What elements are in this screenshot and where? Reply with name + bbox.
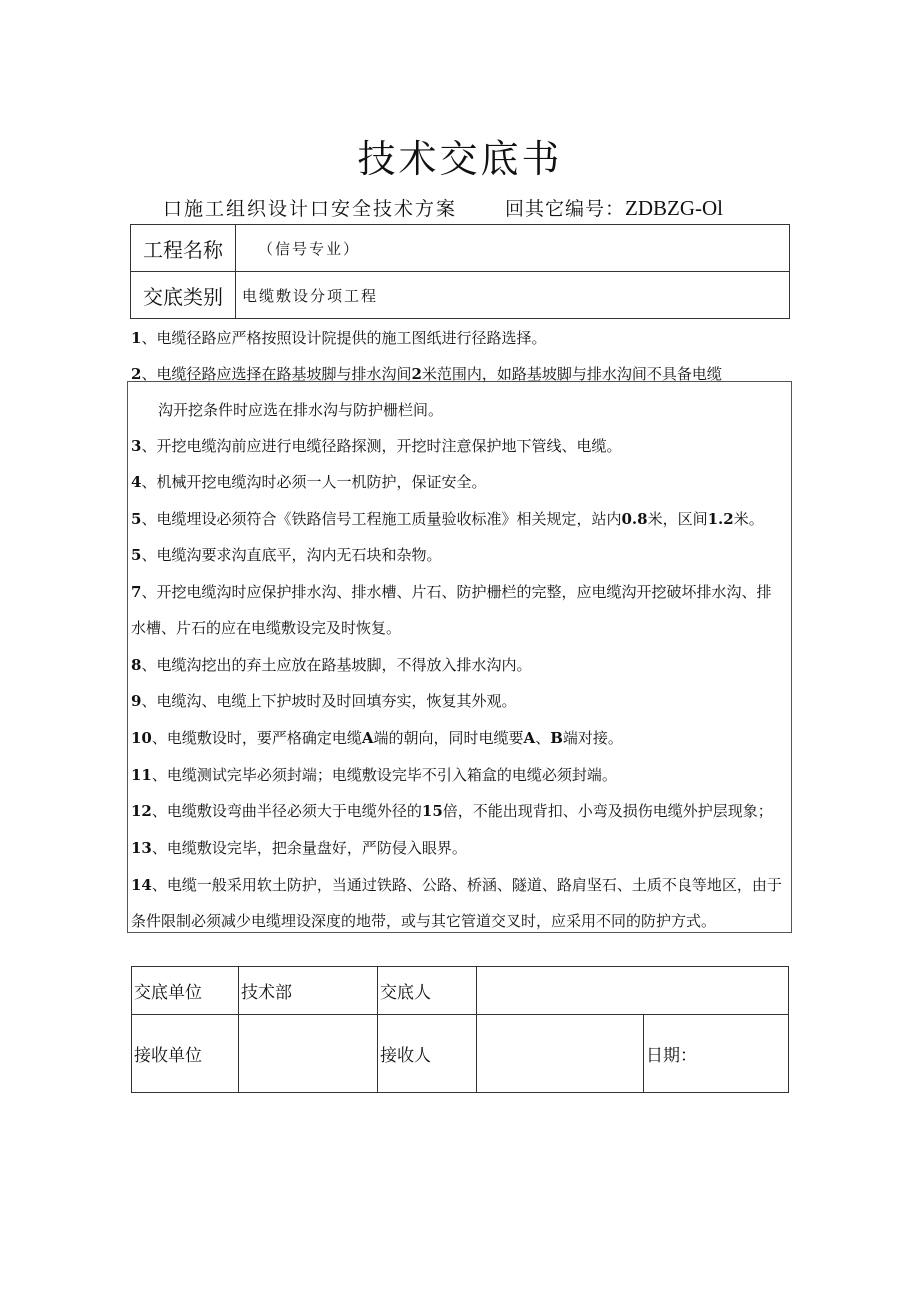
item-number: 7 xyxy=(131,583,142,601)
item-text: 、电缆埋设必须符合《铁路信号工程施工质量验收标准》相关规定，站内 xyxy=(141,510,622,528)
table-row xyxy=(132,1015,789,1093)
item-number: 13 xyxy=(131,839,152,857)
item-value: A xyxy=(361,729,374,747)
item-number: 4 xyxy=(131,473,142,491)
item-text: 、电缆沟、电缆上下护坡时及时回填夯实，恢复其外观。 xyxy=(141,692,517,710)
list-item xyxy=(131,363,722,384)
issuer-unit-value: 技术部 xyxy=(239,967,378,1015)
item-value: 1.2 xyxy=(707,510,734,528)
item-number: 14 xyxy=(131,876,152,894)
item-number: 11 xyxy=(131,766,152,784)
item-number: 10 xyxy=(131,729,152,747)
item-text: 、电缆敷设完毕，把余量盘好，严防侵入眼界。 xyxy=(151,839,467,857)
item-number: 8 xyxy=(131,656,142,674)
list-item xyxy=(131,581,771,602)
project-name-label: 工程名称 xyxy=(131,225,236,272)
list-item xyxy=(131,727,623,748)
item-number: 5 xyxy=(131,510,142,528)
item-text: 、电缆径路应选择在路基坡脚与排水沟间 xyxy=(141,365,412,383)
item-number: 1 xyxy=(131,329,142,347)
item-text: 米，区间 xyxy=(647,510,708,528)
item-text: 、开挖电缆沟时应保护排水沟、排水槽、片石、防护栅栏的完整，应电缆沟开挖破坏排水沟、排 xyxy=(141,583,772,601)
item-text: 米。 xyxy=(733,510,764,528)
item-text: 、电缆测试完毕必须封端；电缆敷设完毕不引入箱盒的电缆必须封端。 xyxy=(151,766,617,784)
item-text: 沟开挖条件时应选在排水沟与防护栅栏间。 xyxy=(158,401,444,419)
item-text: 米范围内，如路基坡脚与排水沟间不具备电缆 xyxy=(421,365,722,383)
item-number: 2 xyxy=(131,365,142,383)
item-text: 端对接。 xyxy=(562,729,623,747)
project-name-value: （信号专业） xyxy=(236,225,790,272)
item-value: B xyxy=(550,729,563,747)
category-value: 电缆敷设分项工程 xyxy=(236,272,790,319)
list-item xyxy=(131,874,782,895)
doc-number-label: 回其它编号： xyxy=(505,198,626,220)
receiver-label: 接收人 xyxy=(378,1015,477,1093)
issuer-label: 交底人 xyxy=(378,967,477,1015)
receiver-unit-value[interactable] xyxy=(239,1015,378,1093)
list-item xyxy=(131,544,441,565)
item-text: 、开挖电缆沟前应进行电缆径路探测，开挖时注意保护地下管线、电缆。 xyxy=(141,437,622,455)
doc-number xyxy=(505,194,723,221)
item-number: 12 xyxy=(131,802,152,820)
list-item xyxy=(131,837,467,858)
item-text: 水槽、片石的应在电缆敷设完及时恢复。 xyxy=(131,619,402,637)
list-item xyxy=(131,435,621,456)
list-item xyxy=(131,910,716,931)
list-item xyxy=(131,327,546,348)
item-text: 、电缆沟要求沟直底平，沟内无石块和杂物。 xyxy=(141,546,442,564)
list-item xyxy=(131,471,486,492)
signature-table xyxy=(131,966,789,1093)
item-text: 条件限制必须减少电缆埋设深度的地带，或与其它管道交叉时，应采用不同的防护方式。 xyxy=(131,912,717,930)
issuer-value[interactable] xyxy=(477,967,789,1015)
table-row xyxy=(132,967,789,1015)
item-text: 、 xyxy=(535,729,551,747)
item-text: 、电缆敷设弯曲半径必须大于电缆外径的 xyxy=(151,802,422,820)
list-item xyxy=(158,399,443,420)
table-row xyxy=(131,272,790,319)
item-number: 3 xyxy=(131,437,142,455)
receiver-unit-label: 接收单位 xyxy=(132,1015,239,1093)
item-number: 9 xyxy=(131,692,142,710)
item-value: 2 xyxy=(411,365,422,383)
item-text: 、电缆一般采用软土防护，当通过铁路、公路、桥涵、隧道、路肩坚石、土质不良等地区，由于 xyxy=(151,876,782,894)
list-item xyxy=(131,654,531,675)
issuer-unit-label: 交底单位 xyxy=(132,967,239,1015)
item-text: 、电缆敷设时，要严格确定电缆 xyxy=(151,729,362,747)
item-text: 、机械开挖电缆沟时必须一人一机防护，保证安全。 xyxy=(141,473,487,491)
list-item xyxy=(131,800,773,821)
item-text: 端的朝向，同时电缆要 xyxy=(373,729,524,747)
table-row xyxy=(131,225,790,272)
item-text: 倍，不能出现背扣、小弯及损伤电缆外护层现象； xyxy=(442,802,773,820)
list-item xyxy=(131,690,516,711)
item-text: 、电缆径路应严格按照设计院提供的施工图纸进行径路选择。 xyxy=(141,329,547,347)
doc-number-value: ZDBZG-Ol xyxy=(625,196,724,220)
receiver-value[interactable] xyxy=(477,1015,644,1093)
list-item xyxy=(131,508,764,529)
item-value: A xyxy=(523,729,536,747)
list-item xyxy=(131,617,401,638)
item-value: 0.8 xyxy=(621,510,648,528)
item-text: 、电缆沟挖出的弃土应放在路基坡脚，不得放入排水沟内。 xyxy=(141,656,532,674)
date-label: 日期： xyxy=(644,1015,789,1093)
list-item xyxy=(131,764,617,785)
project-info-table xyxy=(130,224,790,319)
document-title: 技术交底书 xyxy=(357,137,563,181)
doc-type-options: 口施工组织设计口安全技术方案 xyxy=(163,198,458,220)
category-label: 交底类别 xyxy=(131,272,236,319)
item-number: 5 xyxy=(131,546,142,564)
item-value: 15 xyxy=(421,802,443,820)
